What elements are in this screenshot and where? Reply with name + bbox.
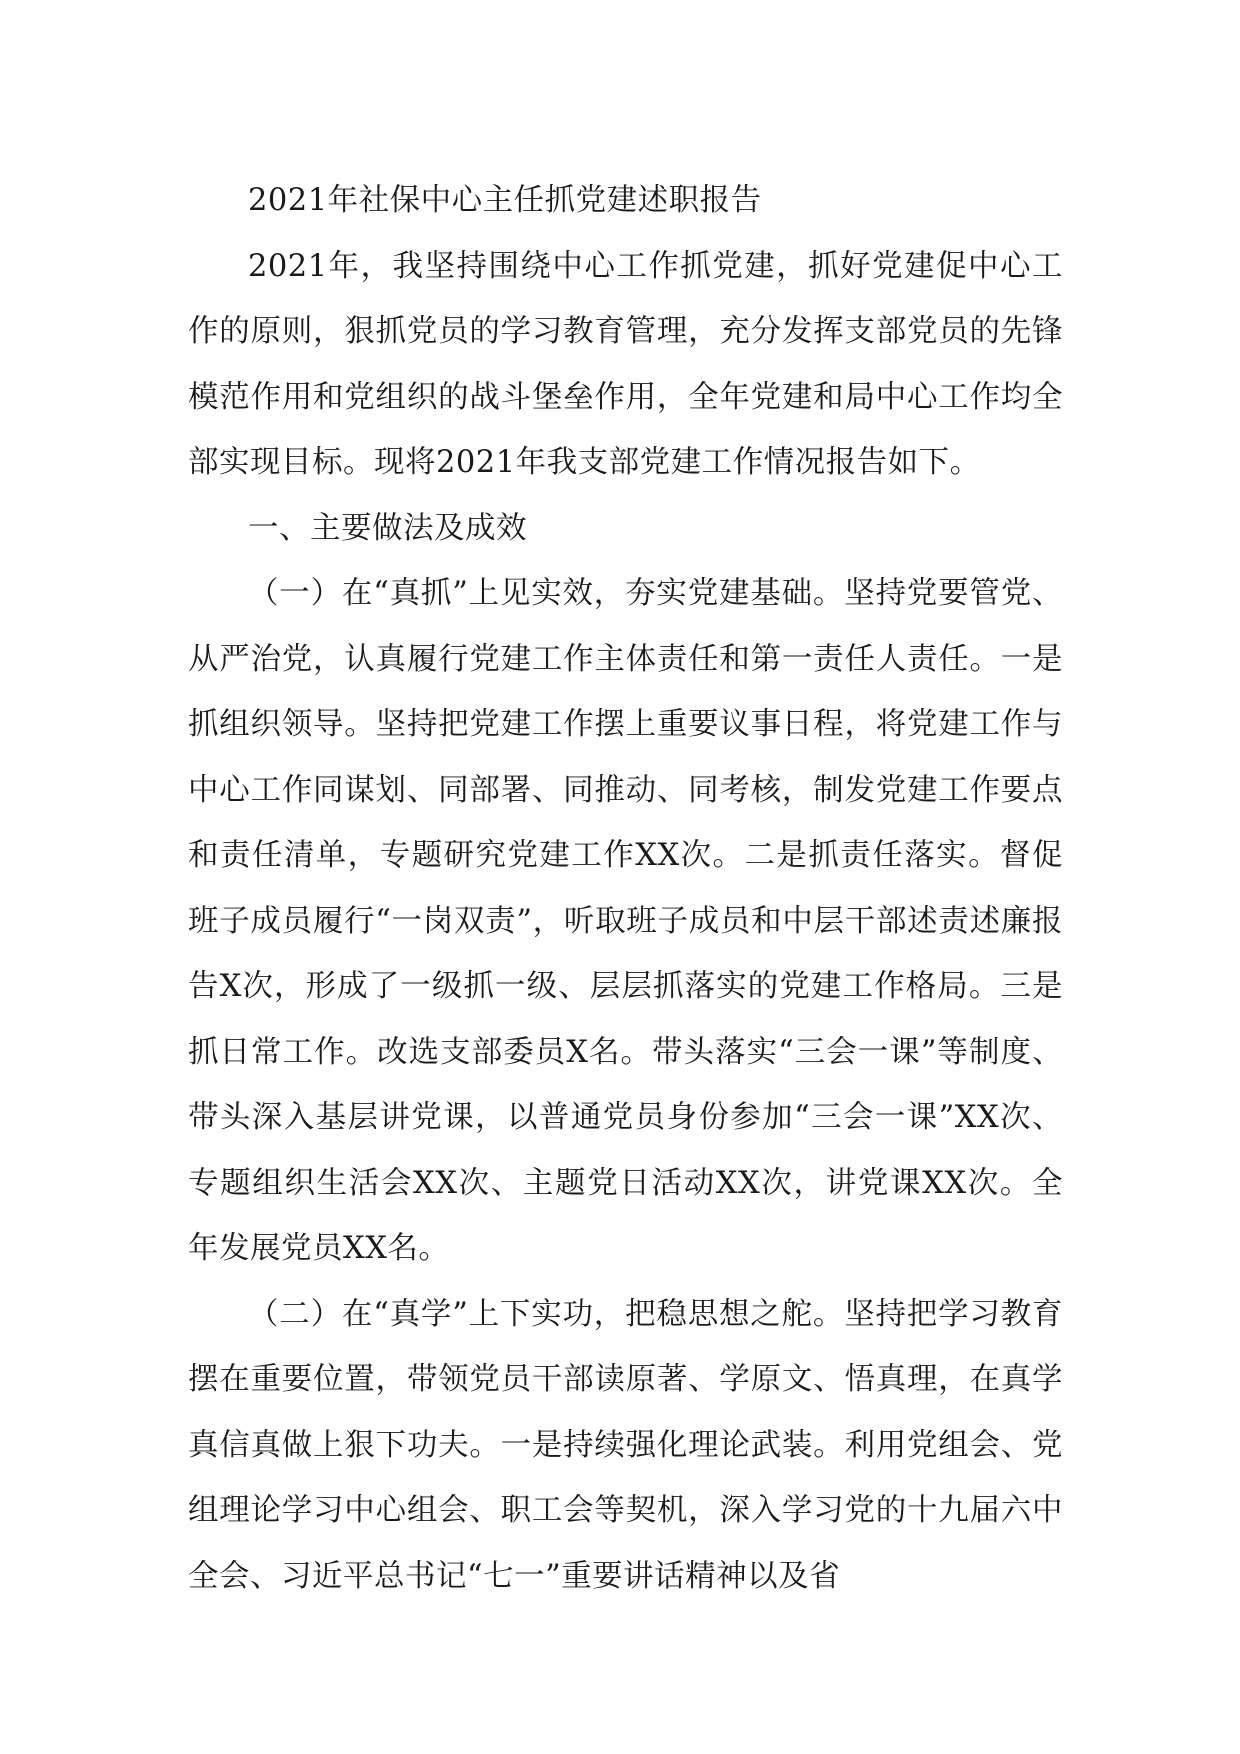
section-two-paragraph: （二）在“真学”上下实功，把稳思想之舵。坚持把学习教育摆在重要位置，带领党员干部读原著、学原文、悟真理，在真学真信真做上狠下功夫。一是持续强化理论武装。利用党组会、党组理论学习中心组会、职工会等契机，深入学习党的十九届六中全会、习近平总书记“七一”重要讲话精神以及省 [188, 1296, 1063, 1594]
document-title: 2021年社保中心主任抓党建述职报告 [248, 183, 762, 218]
section-heading: 一、主要做法及成效 [248, 510, 527, 546]
intro-paragraph: 2021年，我坚持围绕中心工作抓党建，抓好党建促中心工作的原则，狠抓党员的学习教育管理，充分发挥支部党员的先锋模范作用和党组织的战斗堡垒作用，全年党建和局中心工作均全部实现目标。现将2021年我支部党建工作情况报告如下。 [188, 248, 1063, 480]
section-one-paragraph: （一）在“真抓”上见实效，夯实党建基础。坚持党要管党、从严治党，认真履行党建工作主体责任和第一责任人责任。一是抓组织领导。坚持把党建工作摆上重要议事日程，将党建工作与中心工作同谋划、同部署、同推动、同考核，制发党建工作要点和责任清单，专题研究党建工作XX次。二是抓责任落实。督促班子成员履行“一岗双责”，听取班子成员和中层干部述责述廉报告X次，形成了一级抓一级、层层抓落实的党建工作格局。三是抓日常工作。改选支部委员X名。带头落实“三会一课”等制度、带头深入基层讲党课，以普通党员身份参加“三会一课”XX次、专题组织生活会XX次、主题党日活动XX次，讲党课XX次。全年发展党员XX名。 [188, 576, 1063, 1266]
document-body [188, 168, 1063, 1609]
